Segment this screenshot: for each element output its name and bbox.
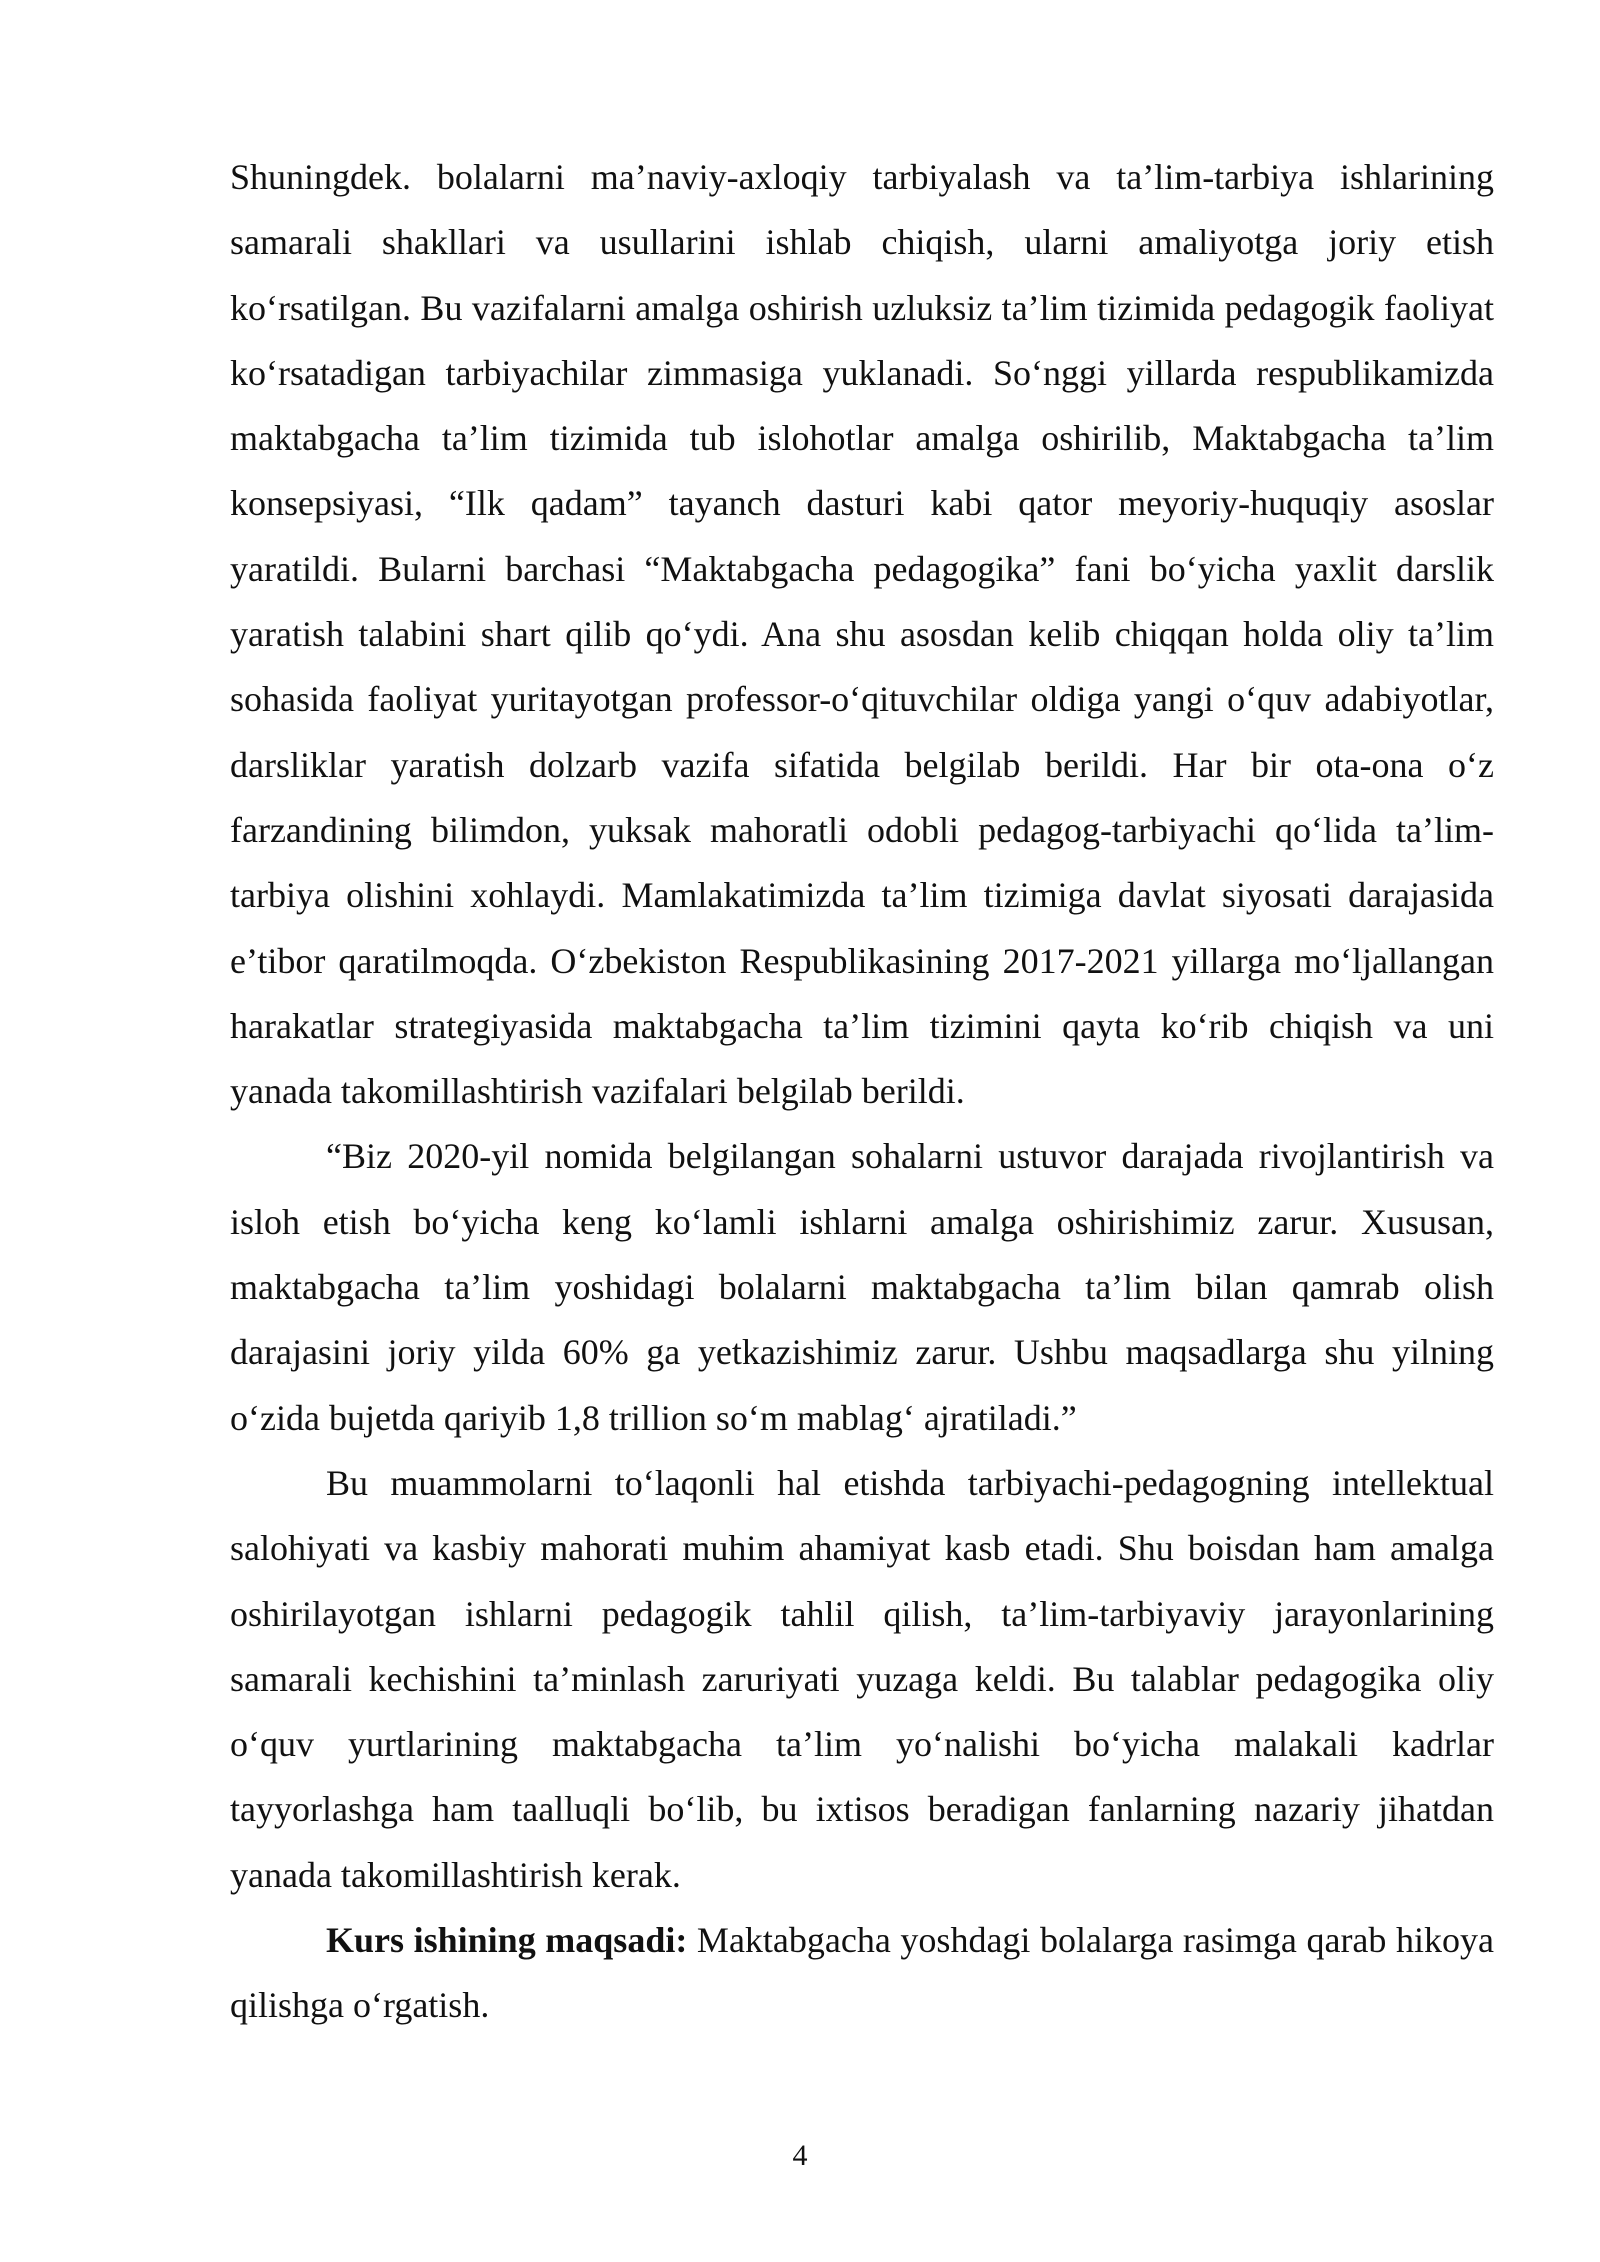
intro-paragraph: Shuningdek. bolalarni ma’naviy-axloqiy tarbiyalash va ta’lim-tarbiya ishlarining samarali shakllari va usullarini ishlab chiqish, ularni amaliyotga joriy etish ko‘rsatilgan. Bu vazifalarni amalga oshirish uzluksiz ta’lim tizimida pedagogik faoliyat ko‘rsatadigan tarbiyachilar zimmasiga yuklanadi. So‘nggi yillarda respublikamizda maktabgacha ta’lim tizimida tub islohotlar amalga oshirilib, Maktabgacha ta’lim konsepsiyasi, “Ilk qadam” tayanch dasturi kabi qator meyoriy-huquqiy asoslar yaratildi. Bularni barchasi “Maktabgacha pedagogika” fani bo‘yicha yaxlit darslik yaratish talabini shart qilib qo‘ydi. Ana shu asosdan kelib chiqqan holda oliy ta’lim sohasida faoliyat yuritayotgan professor-o‘qituvchilar oldiga yangi o‘quv adabiyotlar, darsliklar yaratish dolzarb vazifa sifatida belgilab berildi. Har bir ota-ona o‘z farzandining bilimdon, yuksak mahoratli odobli pedagog-tarbiyachi qo‘lida ta’lim-tarbiya olishini xohlaydi. Mamlakatimizda ta’lim tizimiga davlat siyosati darajasida e’tibor qaratilmoqda. O‘zbekiston Respublikasining 2017-2021 yillarga mo‘ljallangan harakatlar strategiyasida maktabgacha ta’lim tizimini qayta ko‘rib chiqish va uni yanada takomillashtirish vazifalari belgilab berildi. [230,157,1494,1112]
course-goal-paragraph [230,1908,1494,2039]
page-number: 4 [792,2139,808,2172]
page-body [230,145,1494,2039]
course-goal-text: Maktabgacha yoshdagi bolalarga rasimga qarab hikoya qilishga o‘rgatish. [230,1920,1494,2026]
quote-paragraph: “Biz 2020-yil nomida belgilangan sohalarni ustuvor darajada rivojlantirish va isloh etish bo‘yicha keng ko‘lamli ishlarni amalga oshirishimiz zarur. Xususan, maktabgacha ta’lim yoshidagi bolalarni maktabgacha ta’lim bilan qamrab olish darajasini joriy yilda 60% ga yetkazishimiz zarur. Ushbu maqsadlarga shu yilning o‘zida bujetda qariyib 1,8 trillion so‘m mablag‘ ajratiladi.” [230,1136,1494,1438]
course-goal-label: Kurs ishining maqsadi: [326,1920,688,1961]
problems-paragraph: Bu muammolarni to‘laqonli hal etishda tarbiyachi-pedagogning intellektual salohiyati va kasbiy mahorati muhim ahamiyat kasb etadi. Shu boisdan ham amalga oshirilayotgan ishlarni pedagogik tahlil qilish, ta’lim-tarbiyaviy jarayonlarining samarali kechishini ta’minlash zaruriyati yuzaga keldi. Bu talablar pedagogika oliy o‘quv yurtlarining maktabgacha ta’lim yo‘nalishi bo‘yicha malakali kadrlar tayyorlashga ham taalluqli bo‘lib, bu ixtisos beradigan fanlarning nazariy jihatdan yanada takomillashtirish kerak. [230,1462,1494,1895]
